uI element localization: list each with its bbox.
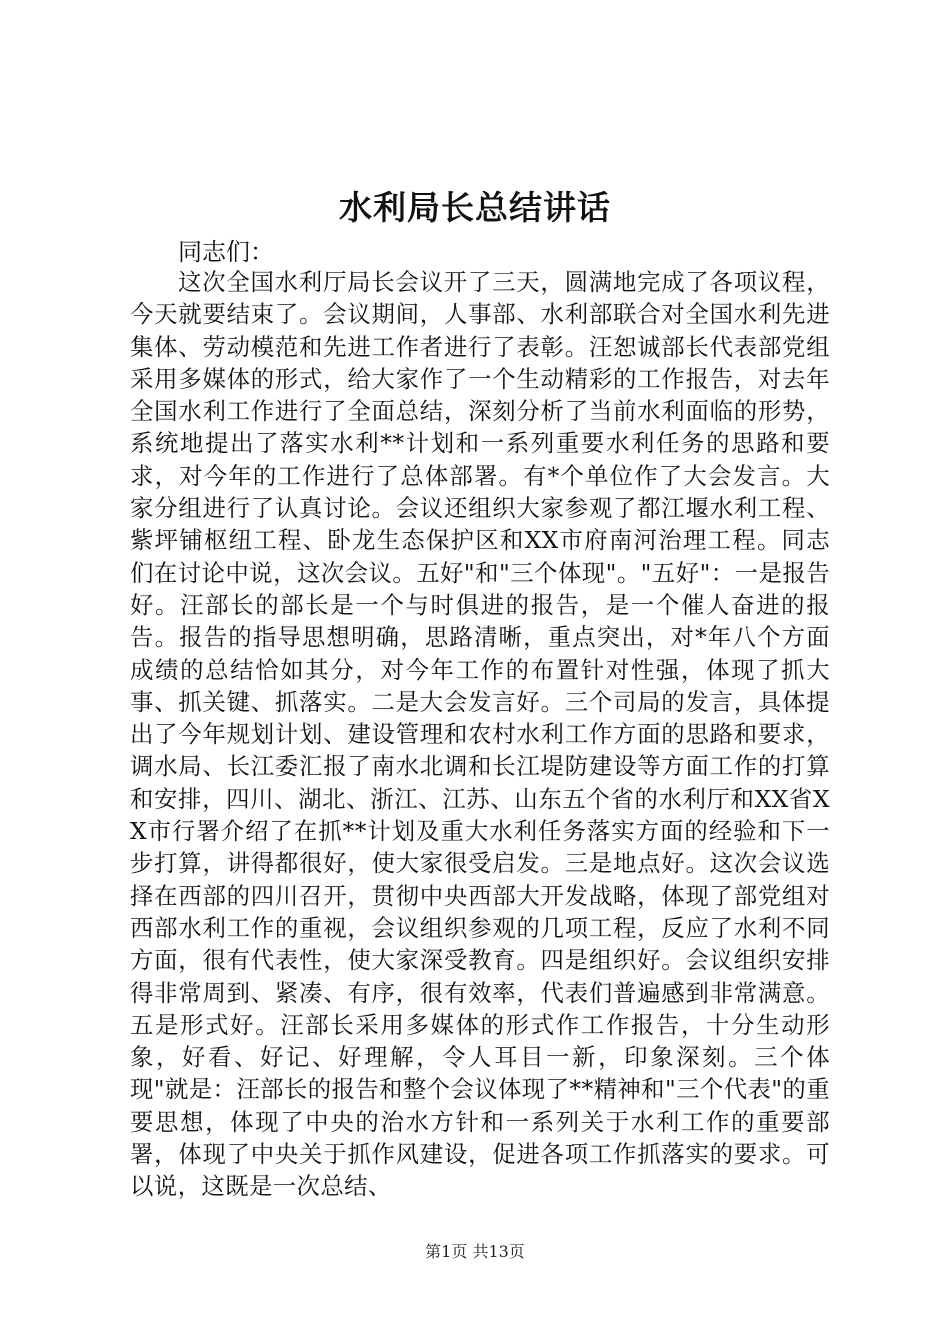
page-indicator: 第1页 共13页	[425, 1242, 525, 1261]
salutation: 同志们：	[178, 238, 274, 266]
body-paragraph: 这次全国水利厅局长会议开了三天，圆满地完成了各项议程，今天就要结束了。会议期间，人事部、水利部联合对全国水利先进集体、劳动模范和先进工作者进行了表彰。汪恕诚部长代表部党组采用多媒体的形式，给大家作了一个生动精彩的工作报告，对去年全国水利工作进行了全面总结，深刻分析了当前水利面临的形势，系统地提出了落实水利**计划和一系列重要水利任务的思路和要求，对今年的工作进行了总体部署。有*个单位作了大会发言。大家分组进行了认真讨论。会议还组织大家参观了都江堰水利工程、紫坪铺枢纽工程、卧龙生态保护区和XX市府南河治理工程。同志们在讨论中说，这次会议。五好"和"三个体现"。"五好"：一是报告好。汪部长的部长是一个与时俱进的报告，是一个催人奋进的报告。报告的指导思想明确，思路清晰，重点突出，对*年八个方面成绩的总结恰如其分，对今年工作的布置针对性强，体现了抓大事、抓关键、抓落实。二是大会发言好。三个司局的发言，具体提出了今年规划计划、建设管理和农村水利工作方面的思路和要求，调水局、长江委汇报了南水北调和长江堤防建设等方面工作的打算和安排，四川、湖北、浙江、江苏、山东五个省的水利厅和XX省XX市行署介绍了在抓**计划及重大水利任务落实方面的经验和下一步打算，讲得都很好，使大家很受启发。三是地点好。这次会议选择在西部的四川召开，贯彻中央西部大开发战略，体现了部党组对西部水利工作的重视，会议组织参观的几项工程，反应了水利不同方面，很有代表性，使大家深受教育。四是组织好。会议组织安排得非常周到、紧凑、有序，很有效率，代表们普遍感到非常满意。五是形式好。汪部长采用多媒体的形式作工作报告，十分生动形象，好看、好记、好理解，令人耳目一新，印象深刻。三个体现"就是：汪部长的报告和整个会议体现了**精神和"三个代表"的重要思想，体现了中央的治水方针和一系列关于水利工作的重要部署，体现了中央关于抓作风建设，促进各项工作抓落实的要求。可以说，这既是一次总结、	[130, 268, 831, 1201]
document-title: 水利局长总结讲话	[339, 188, 611, 227]
